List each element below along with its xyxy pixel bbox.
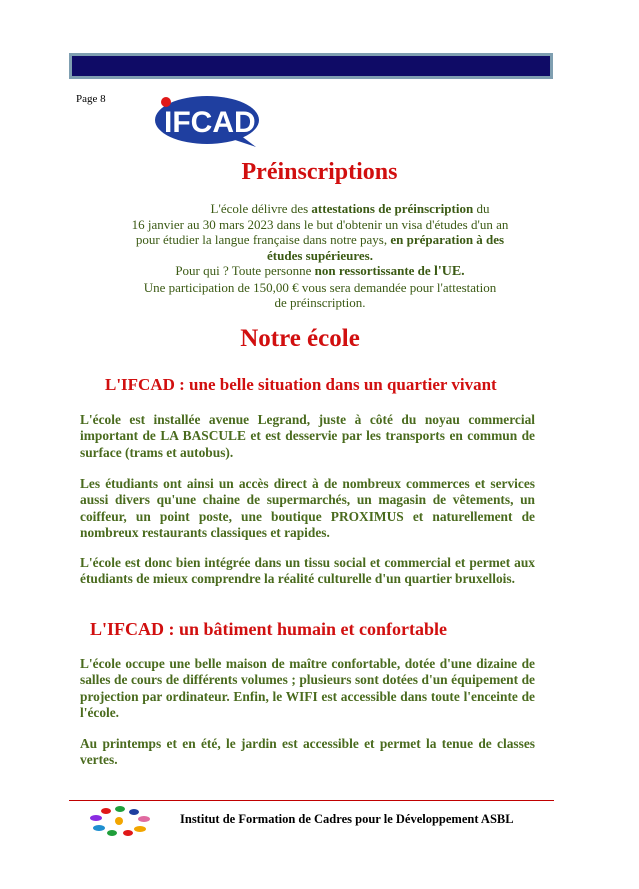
footer-organization: Institut de Formation de Cadres pour le Développement ASBL (180, 812, 514, 826)
preinscriptions-title: Préinscriptions (241, 159, 398, 185)
page-number: Page 8 (76, 93, 106, 105)
intro-line-4: études supérieures. (267, 247, 373, 263)
intro-line-2: 16 janvier au 30 mars 2023 dans le but d'obtenir un visa d'études d'un an (131, 216, 509, 232)
intro-line-5: Pour qui ? Toute personne non ressortissante de l'UE. (175, 263, 465, 279)
footer-people-logo (84, 804, 154, 838)
paragraph-integration: L'école est donc bien intégrée dans un tissu social et commercial et permet aux étudiants de mieux comprendre la réalité culturelle d'un quartier bruxellois. (80, 555, 535, 587)
paragraph-garden: Au printemps et en été, le jardin est accessible et permet la tenue de classes vertes. (80, 736, 535, 768)
section-title-batiment: L'IFCAD : un bâtiment humain et confortable (90, 619, 448, 639)
footer-divider (69, 800, 554, 801)
section-title-situation: L'IFCAD : une belle situation dans un quartier vivant (105, 375, 497, 394)
paragraph-building: L'école occupe une belle maison de maître confortable, dotée d'une dizaine de salles de cours de différents volumes ; plusieurs sont dotées d'un équipement de projection par ordinateur. Enfin, le WIFI est accessible dans toute l'enceinte de l'école. (80, 656, 535, 720)
paragraph-services: Les étudiants ont ainsi un accès direct à de nombreux commerces et services aussi divers qu'une chaine de supermarchés, un magasin de vêtements, un coiffeur, un point poste, une boutique PROXIMUS et naturellement de nombreux restaurants classiques et rapides. (80, 476, 535, 540)
intro-line-3: pour étudier la langue française dans notre pays, en préparation à des (135, 232, 505, 247)
intro-line-7: de préinscription. (274, 295, 366, 310)
logo-text: IFCAD (164, 106, 256, 139)
preinscriptions-text (110, 201, 530, 311)
paragraph-location: L'école est installée avenue Legrand, juste à côté du noyau commercial important de LA BASCULE et est desservie par les transports en commun de surface (trams et autobus). (80, 412, 535, 460)
header-banner (69, 53, 553, 79)
intro-line-1: L'école délivre des attestations de préinscription du (210, 201, 490, 216)
ifcad-logo (154, 93, 262, 149)
intro-line-6: Une participation de 150,00 € vous sera demandée pour l'attestation (143, 279, 497, 295)
notre-ecole-title: Notre école (240, 325, 360, 352)
